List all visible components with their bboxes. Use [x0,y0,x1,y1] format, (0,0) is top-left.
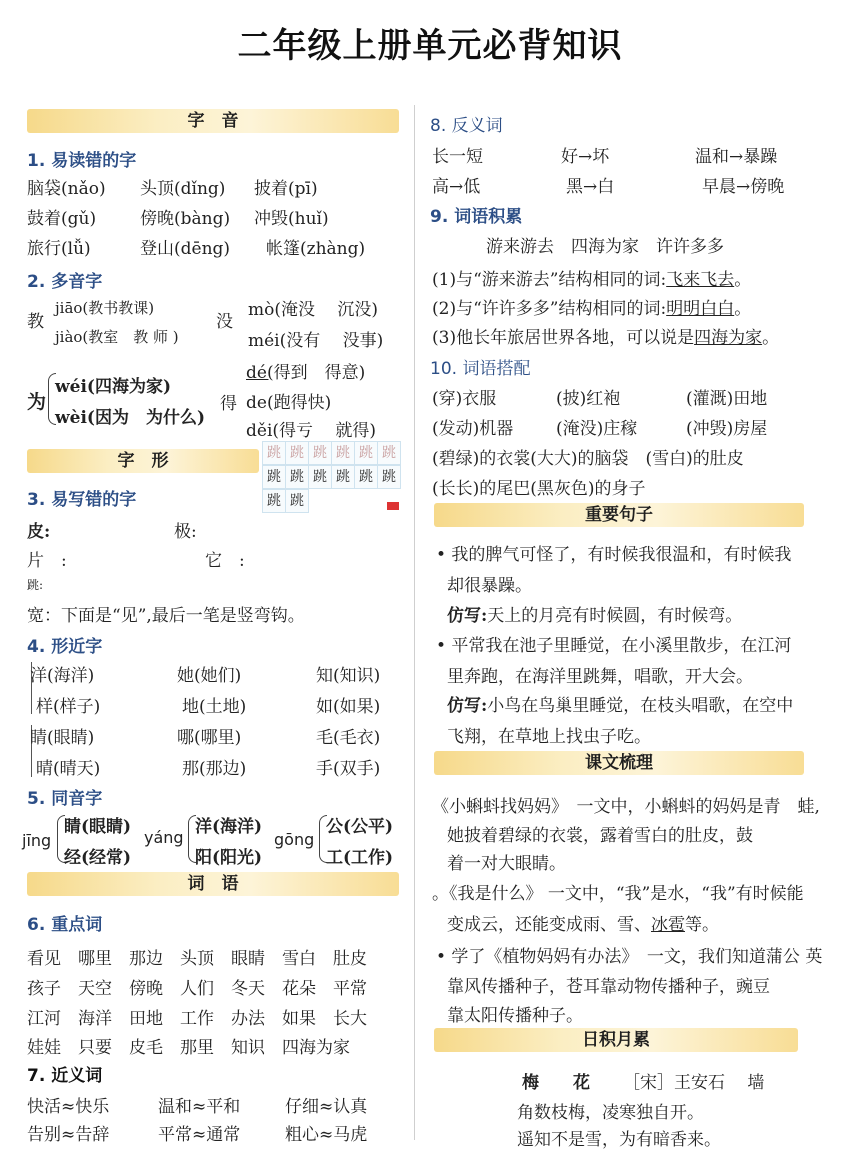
sentence-1a: • 我的脾气可怪了，有时候我很温和，有时候我 [436,545,792,565]
poly-mo: mò(淹没 沉没) [248,300,379,320]
sec3-ta: 它 : [205,551,245,571]
fangxie-1 [447,601,742,626]
page-title: 二年级上册单元必背知识 [237,26,623,66]
sec9-q3-end: 。 [762,328,780,348]
kewen-p2b [447,910,719,935]
poly-jiao-char: 教 [27,312,44,332]
poly-wei-char: 为 [27,391,47,413]
sec6-row0: 看见 哪里 那边 头顶 眼睛 雪白 肚皮 [27,949,367,969]
grid-cell: 跳 [262,441,286,465]
sec1-r1c0: 鼓着(gǔ) [27,209,97,229]
sec10-r0c2: (灌溉)田地 [686,389,768,409]
sec8-r0c0: 长一短 [432,147,483,167]
grid-cell: 跳 [331,441,355,465]
poly-de0: de(跑得快) [246,393,332,413]
homo-jing: jīng [22,831,52,850]
grid-cell: 跳 [262,489,286,513]
sec3-ji: 极: [174,522,197,542]
sec9-q1 [432,265,751,290]
homo-gong-b: 工(工作) [326,848,394,868]
kewen-p1b: 她披着碧绿的衣裳，露着雪白的肚皮，鼓 [447,826,753,846]
sec4-r1c0: 样(样子) [36,697,101,717]
sec4-r3c0: 晴(晴天) [36,759,101,779]
homo-yang-b: 阳(阳光) [195,848,263,868]
sec5-heading: 5. 同音字 [27,789,103,809]
grid-cell: 跳 [308,465,332,489]
sec4-r0c2: 知(知识) [316,666,381,686]
sec4-r0c1: 她(她们) [177,666,242,686]
sec1-r0c0: 脑袋(nǎo) [27,179,106,199]
sec1-r2c1: 登山(dēng) [140,239,231,259]
sec1-r0c1: 头顶(dǐng) [140,179,226,199]
sec9-q2-text: (2)与“许许多多”结构相同的词: [432,299,667,319]
sec9-q1-end: 。 [734,270,752,290]
sec9-q2-end: 。 [734,299,752,319]
poem-line-2: 遥知不是雪，为有暗香来。 [517,1130,721,1150]
fangxie-2b: 飞翔，在草地上找虫子吃。 [447,727,651,747]
sentence-1b: 却很暴躁。 [447,576,532,596]
sec7-heading: 7. 近义词 [27,1066,103,1086]
column-divider [414,105,415,1140]
fangxie-1-text: 天上的月亮有时候圆，有时候弯。 [487,606,743,626]
sec1-r2c0: 旅行(lǚ) [27,239,91,259]
sec7-r1c2: 粗心≈马虎 [285,1125,368,1145]
sec10-heading: 10. 词语搭配 [430,359,531,379]
grid-cell: 跳 [308,441,332,465]
sec4-heading: 4. 形近字 [27,637,103,657]
sec3-tiao: 跳: [27,578,44,592]
kewen-p3a: • 学了《植物妈妈有办法》 一文，我们知道蒲公 英 [436,947,823,967]
sec4-r2c2: 毛(毛衣) [316,728,381,748]
homo-yang: yáng [144,828,184,847]
band-zi-xing: 字 形 [27,449,259,473]
sec7-r0c2: 仔细≈认真 [285,1097,368,1117]
band-zhongyao-juzi: 重要句子 [434,503,804,527]
kewen-p3c: 靠太阳传播种子。 [447,1006,583,1026]
sec1-r1c2: 冲毁(huǐ) [254,209,329,229]
sec1-r0c2: 披着(pī) [254,179,318,199]
sec4-r3c1: 那(那边) [182,759,247,779]
sec4-r2c0: 睛(眼睛) [30,728,95,748]
poly-jiao1: jiāo(教书教课) [55,299,155,317]
sec3-pian: 片 : [27,551,67,571]
sec9-heading: 9. 词语积累 [430,207,523,227]
sec8-heading: 8. 反义词 [430,116,503,136]
sec3-heading: 3. 易写错的字 [27,490,137,510]
kewen-p2b-answer: 冰雹 [651,915,685,935]
grid-cell: 跳 [331,465,355,489]
sec9-words: 游来游去 四海为家 许许多多 [486,237,724,257]
sec4-r0c0: 洋(海洋) [30,666,95,686]
sec7-r1c0: 告别≈告辞 [27,1125,110,1145]
sec8-r0c1: 好→坏 [561,147,610,167]
fangxie-1-label: 仿写: [447,606,488,626]
grid-cell: 跳 [285,489,309,513]
fangxie-2 [447,691,793,716]
sec9-q3 [432,323,779,348]
homo-jing-b: 经(经常) [64,848,132,868]
sec10-r0c0: (穿)衣服 [432,389,497,409]
homo-gong-a: 公(公平) [326,817,394,837]
sec9-q2 [432,294,751,319]
sec4-r2c1: 哪(哪里) [177,728,242,748]
sentence-2a: • 平常我在池子里睡觉，在小溪里散步，在江河 [436,636,792,656]
poly-de2-rest: 得到 得意) [273,363,366,383]
poem-title: 梅 花 [522,1073,590,1093]
sec7-r0c0: 快活≈快乐 [27,1097,110,1117]
homo-jing-a: 睛(眼睛) [64,817,132,837]
sec6-row3: 娃娃 只要 皮毛 那里 知识 四海为家 [27,1038,350,1058]
sec10-r0c1: (披)红袍 [556,389,621,409]
poem-line-1: 角数枝梅，凌寒独自开。 [517,1103,704,1123]
poly-wei2: wéi(四海为家) [55,377,171,397]
poly-de2-underline: dé( [246,363,274,383]
grid-cell: 跳 [262,465,286,489]
sec1-heading: 1. 易读错的字 [27,151,137,171]
poly-mei: méi(没有 没事) [248,331,384,351]
sec7-r1c1: 平常≈通常 [158,1125,241,1145]
grid-cell: 跳 [285,465,309,489]
writing-grid [262,441,404,513]
sec8-r0c2: 温和→暴躁 [695,147,778,167]
grid-cell: 跳 [377,465,401,489]
poly-de-char: 得 [220,394,237,414]
sec10-r1c2: (冲毁)房屋 [686,419,768,439]
grid-cell: 跳 [354,465,378,489]
kewen-p1a: 《小蝌蚪找妈妈》 一文中，小蝌蚪的妈妈是青 蛙, [432,797,820,817]
sec8-r1c1: 黑→白 [566,177,615,197]
homo-gong: gōng [274,830,315,849]
sec3-pi: 皮: [27,522,51,542]
grid-stamp [387,502,399,510]
band-zi-yin: 字 音 [27,109,399,133]
kewen-p2b-end: 等。 [685,915,719,935]
sec4-r1c1: 地(土地) [182,697,247,717]
sec8-r1c2: 早晨→傍晚 [702,177,785,197]
poly-dei: děi(得亏 就得) [246,421,377,441]
sec10-r1c1: (淹没)庄稼 [556,419,638,439]
fangxie-2-label: 仿写: [447,696,488,716]
sec10-line3: (碧绿)的衣裳(大大)的脑袋 (雪白)的肚皮 [432,449,744,469]
poly-mei-char: 没 [216,312,233,332]
band-ci-yu: 词 语 [27,872,399,896]
sec3-kuan: 宽：下面是“见”,最后一笔是竖弯钩。 [27,606,305,626]
sec9-q3-text: (3)他长年旅居世界各地，可以说是 [432,328,695,348]
sec10-line4: (长长)的尾巴(黑灰色)的身子 [432,479,646,499]
kewen-p3b: 靠风传播种子，苍耳靠动物传播种子，豌豆 [447,977,770,997]
grid-cell: 跳 [377,441,401,465]
sec4-r3c2: 手(双手) [316,759,381,779]
poly-wei4: wèi(因为 为什么) [55,408,205,428]
sec10-r1c0: (发动)机器 [432,419,514,439]
band-riji-yuelei: 日积月累 [434,1028,798,1052]
poly-jiao2: jiào(教室 教 师 ) [55,328,179,346]
sec6-row2: 江河 海洋 田地 工作 办法 如果 长大 [27,1009,367,1029]
sec9-q1-text: (1)与“游来游去”结构相同的词: [432,270,667,290]
sec6-row1: 孩子 天空 傍晚 人们 冬天 花朵 平常 [27,979,367,999]
sec9-q2-answer: 明明白白 [666,299,735,319]
sec8-r1c0: 高→低 [432,177,481,197]
sec7-r0c1: 温和≈平和 [158,1097,241,1117]
sentence-2b: 里奔跑，在海洋里跳舞，唱歌，开大会。 [447,667,753,687]
sec9-q3-answer: 四海为家 [694,328,763,348]
sec2-heading: 2. 多音字 [27,272,103,292]
kewen-p1c: 着一对大眼睛。 [447,854,566,874]
poly-de2 [246,358,365,383]
band-kewen-shuli: 课文梳理 [434,751,804,775]
sec1-r1c1: 傍晚(bàng) [140,209,231,229]
sec9-q1-answer: 飞来飞去 [666,270,735,290]
poem-author: ［宋］王安石 墙 [623,1073,765,1093]
homo-yang-a: 洋(海洋) [195,817,263,837]
fangxie-2-text: 小鸟在鸟巢里睡觉，在枝头唱歌，在空中 [487,696,794,716]
sec6-heading: 6. 重点词 [27,915,103,935]
kewen-p2a: 。《我是什么》 一文中，“我”是水，“我”有时候能 [432,884,804,904]
sec4-r1c2: 如(如果) [316,697,381,717]
kewen-p2b-text: 变成云，还能变成雨、雪、 [447,915,651,935]
grid-cell: 跳 [354,441,378,465]
sec1-r2c2: 帐篷(zhàng) [266,239,366,259]
grid-cell: 跳 [285,441,309,465]
